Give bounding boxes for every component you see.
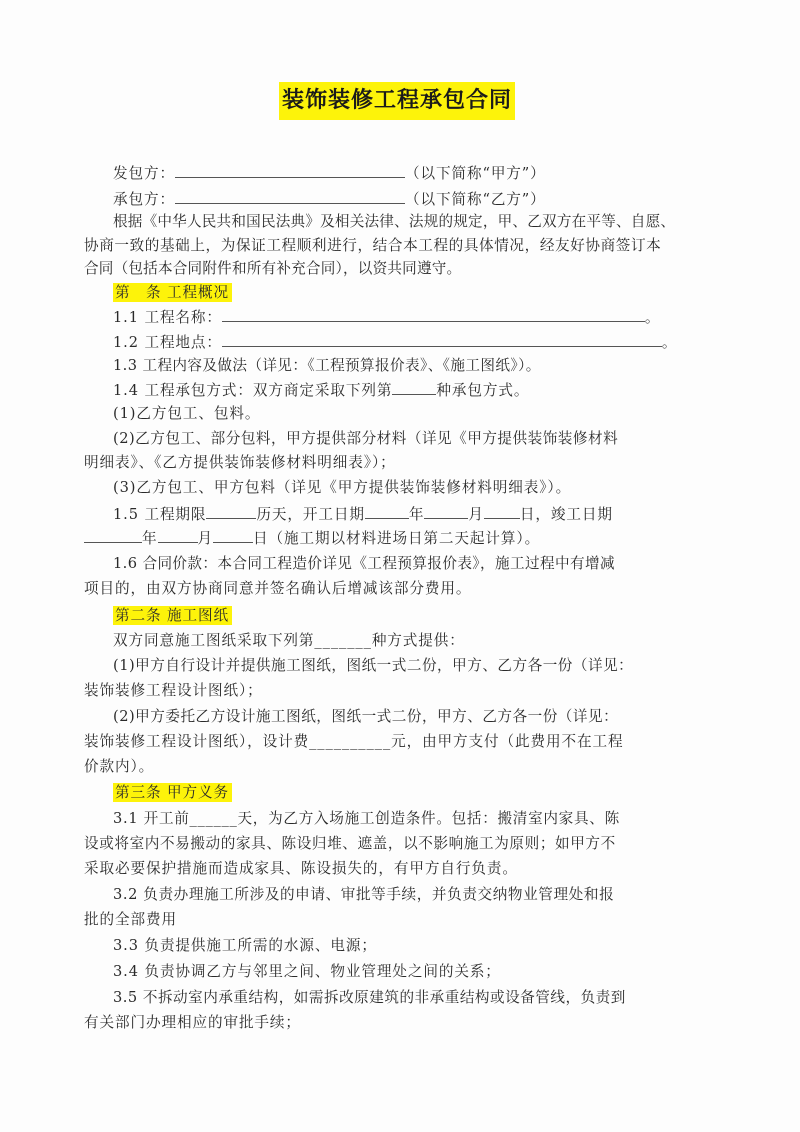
prep-conditions-text: 天，为乙方入场施工创造条件。包括：搬清室内家具、陈 (237, 810, 620, 827)
contract-mode-text: 1.4 工程承包方式：双方商定采取下列第 (113, 382, 393, 399)
design-fee-note: 元，由甲方支付（此费用不在工程 (391, 733, 624, 750)
article-1-heading (113, 282, 232, 304)
contractor-line (113, 188, 546, 211)
article-3-heading (113, 782, 232, 804)
option-1: (1)乙方包工、包料。 (113, 405, 261, 422)
end-month-field[interactable] (158, 527, 198, 543)
item-3-3: 3.3 负责提供施工所需的水源、电源； (113, 937, 377, 954)
item-1-6-line-2: 项目的，由双方协商同意并签名确认后增减该部分费用。 (84, 580, 472, 597)
article-2-heading (113, 605, 232, 627)
item-3-2-line-2: 批的全部费用 (84, 911, 177, 928)
preamble-line-1: 根据《中华人民共和国民法典》及相关法律、法规的规定，甲、乙双方在平等、自愿、 (113, 213, 676, 230)
item-3-5-line-2: 有关部门办理相应的审批手续； (84, 1014, 301, 1031)
drawing-option-2-line-2 (84, 731, 624, 753)
item-1-5-line-2 (84, 527, 540, 550)
start-month-field[interactable] (424, 503, 468, 519)
item-1-4 (113, 379, 529, 402)
start-day-field[interactable] (484, 503, 520, 519)
end-mark: 。 (661, 334, 678, 351)
employer-name-field[interactable] (175, 162, 405, 178)
design-fee-label: 装饰装修工程设计图纸），设计费 (84, 733, 310, 750)
year-label: 年 (408, 506, 425, 523)
end-mark: 。 (644, 309, 661, 326)
project-location-field[interactable] (222, 331, 662, 347)
end-date-label: 日，竣工日期 (519, 506, 613, 523)
employer-line (113, 162, 546, 185)
start-year-field[interactable] (365, 503, 409, 519)
preamble-line-3: 合同（包括本合同附件和所有补充合同），以资共同遵守。 (84, 260, 462, 277)
item-1-6-line-1: 1.6 合同价款：本合同工程造价详见《工程预算报价表》，施工过程中有增减 (113, 555, 615, 572)
item-1-1 (113, 306, 660, 329)
month-label: 月 (468, 506, 484, 523)
article-2-heading-text: 第二条 施工图纸 (113, 606, 232, 625)
item-3-4: 3.4 负责协调乙方与邻里之间、物业管理处之间的关系； (113, 963, 501, 980)
design-fee-field[interactable]: __________ (309, 733, 392, 750)
end-year-field[interactable] (84, 527, 142, 543)
duration-days-field[interactable] (206, 503, 256, 519)
start-date-label: 历天，开工日期 (256, 506, 365, 523)
drawing-option-1-line-1: (1)甲方自行设计并提供施工图纸，图纸一式二份，甲方、乙方各一份（详见： (113, 657, 634, 674)
item-3-5-line-1: 3.5 不拆动室内承重结构，如需拆改原建筑的非承重结构或设备管线，负责到 (113, 989, 626, 1006)
item-3-1-line-3: 采取必要保护措施而造成家具、陈设损失的，有甲方自行负责。 (84, 860, 518, 877)
item-1-5-line-1 (113, 503, 613, 526)
document-title: 装饰装修工程承包合同 (279, 82, 515, 120)
drawing-mode-field[interactable]: _______ (314, 632, 372, 649)
project-name-label: 1.1 工程名称： (113, 309, 222, 326)
drawing-option-1-line-2: 装饰装修工程设计图纸）； (84, 682, 263, 699)
item-1-2 (113, 331, 677, 354)
drawing-mode-text: 双方同意施工图纸采取下列第 (113, 632, 315, 649)
article-3-heading-text: 第三条 甲方义务 (113, 783, 232, 802)
item-3-1-line-2: 设或将室内不易搬动的家具、陈设归堆、遮盖，以不影响施工为原则；如甲方不 (84, 835, 616, 852)
month-label: 月 (197, 530, 213, 547)
option-2-line-2: 明细表》、《乙方提供装饰装修材料明细表》）； (84, 454, 396, 471)
prep-days-field[interactable]: ______ (189, 810, 238, 827)
option-3: (3)乙方包工、甲方包料（详见《甲方提供装饰装修材料明细表》）。 (113, 479, 572, 496)
contract-mode-suffix: 种承包方式。 (436, 382, 530, 399)
article-2-intro (113, 630, 465, 652)
contract-mode-field[interactable] (392, 379, 436, 395)
project-location-label: 1.2 工程地点： (113, 334, 222, 351)
duration-label: 1.5 工程期限 (113, 506, 207, 523)
article-1-heading-text: 第 条 工程概况 (113, 283, 232, 302)
drawing-option-2-line-3: 价款内）。 (84, 758, 155, 775)
preamble-line-2: 协商一致的基础上，为保证工程顺利进行，结合本工程的具体情况，经友好协商签订本 (84, 237, 662, 254)
item-3-1-line-1 (113, 808, 620, 830)
prep-days-label: 3.1 开工前 (113, 810, 190, 827)
employer-alias: （以下简称“甲方”） (404, 165, 546, 182)
contractor-name-field[interactable] (175, 188, 405, 204)
option-2-line-1: (2)乙方包工、部分包料，甲方提供部分材料（详见《甲方提供装饰装修材料 (113, 430, 619, 447)
item-3-2-line-1: 3.2 负责办理施工所涉及的申请、审批等手续，并负责交纳物业管理处和报 (113, 886, 615, 903)
drawing-option-2-line-1: (2)甲方委托乙方设计施工图纸，图纸一式二份，甲方、乙方各一份（详见： (113, 708, 619, 725)
drawing-mode-suffix: 种方式提供： (371, 632, 465, 649)
project-name-field[interactable] (222, 306, 645, 322)
duration-note: 日（施工期以材料进场日第二天起计算）。 (253, 530, 541, 547)
year-label: 年 (142, 530, 158, 547)
employer-label: 发包方： (113, 165, 175, 182)
end-day-field[interactable] (213, 527, 253, 543)
contractor-label: 承包方： (113, 191, 175, 208)
contractor-alias: （以下简称“乙方”） (404, 191, 546, 208)
item-1-3: 1.3 工程内容及做法（详见：《工程预算报价表》、《施工图纸》）。 (113, 357, 541, 374)
